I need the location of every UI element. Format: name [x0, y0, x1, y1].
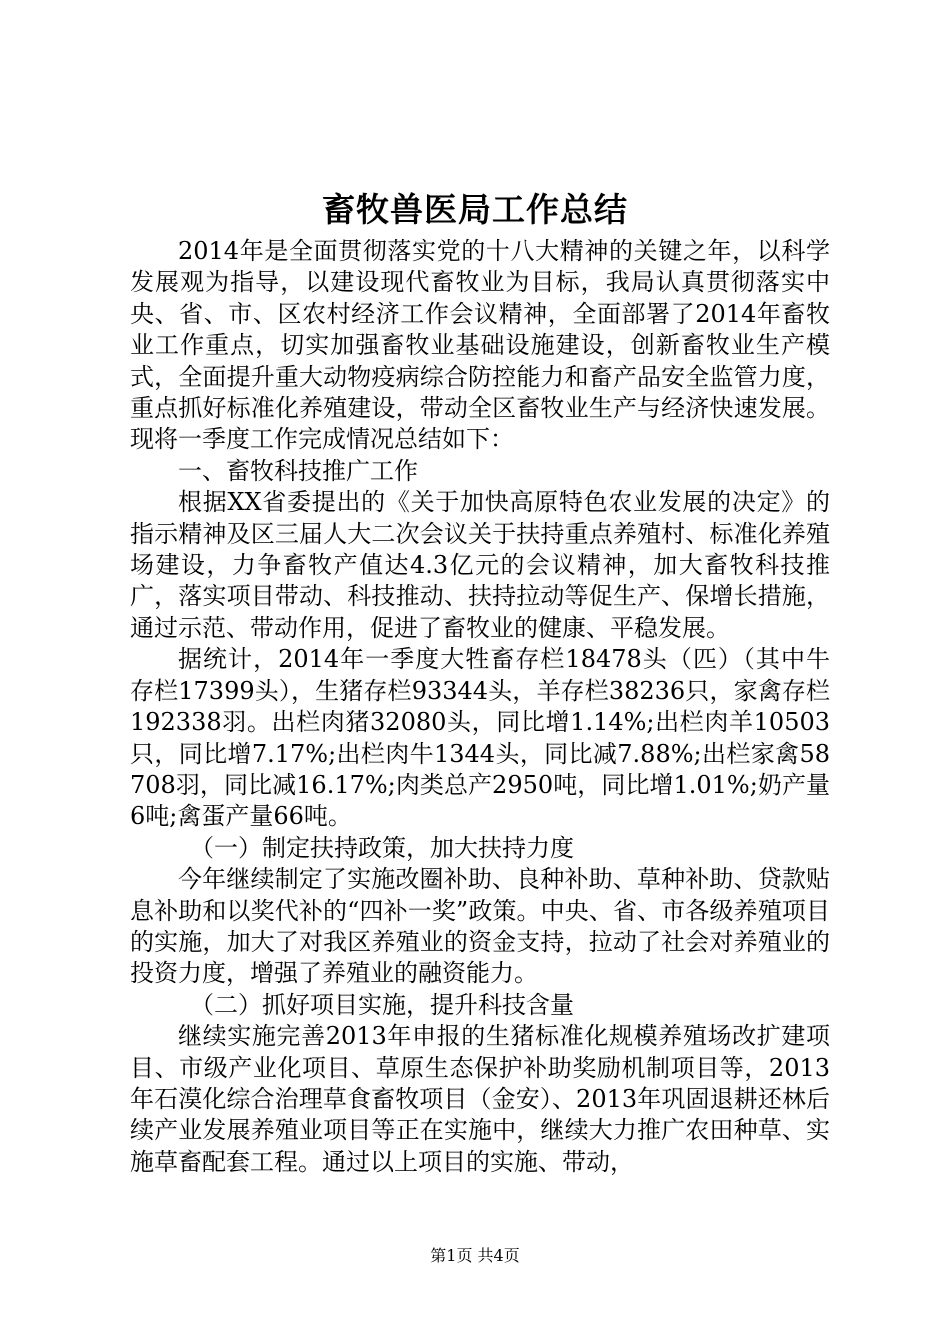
subsection-heading-2: （二）抓好项目实施，提升科技含量 [190, 990, 574, 1019]
paragraph-projects: 继续实施完善2013年申报的生猪标准化规模养殖场改扩建项目、市级产业化项目、草原生态保护补助奖励机制项目等，2013年石漠化综合治理草食畜牧项目（金安）、2013年巩固退耕还林后续产业发展养殖业项目等正在实施中，继续大力推广农田种草、实施草畜配套工程。通过以上项目的实施、带动， [130, 1022, 830, 1176]
paragraph-policy: 根据XX省委提出的《关于加快高原特色农业发展的决定》的指示精神及区三届人大二次会议关于扶持重点养殖村、标准化养殖场建设，力争畜牧产值达4.3亿元的会议精神，加大畜牧科技推广，落实项目带动、科技推动、扶持拉动等促生产、保增长措施，通过示范、带动作用，促进了畜牧业的健康、平稳发展。 [130, 488, 830, 642]
subsection-heading-1: （一）制定扶持政策，加大扶持力度 [190, 833, 574, 862]
paragraph-statistics: 据统计，2014年一季度大牲畜存栏18478头（匹）（其中牛存栏17399头），生猪存栏93344头，羊存栏38236只，家禽存栏192338羽。出栏肉猪32080头，同比增1.14%;出栏肉羊10503只，同比增7.17%;出栏肉牛1344头，同比减7.88%;出栏家禽58708羽，同比减16.17%;肉类总产2950吨，同比增1.01%;奶产量6吨;禽蛋产量66吨。 [130, 645, 830, 831]
paragraph-intro: 2014年是全面贯彻落实党的十八大精神的关键之年，以科学发展观为指导，以建设现代畜牧业为目标，我局认真贯彻落实中央、省、市、区农村经济工作会议精神，全面部署了2014年畜牧业工作重点，切实加强畜牧业基础设施建设，创新畜牧业生产模式，全面提升重大动物疫病综合防控能力和畜产品安全监管力度，重点抓好标准化养殖建设，带动全区畜牧业生产与经济快速发展。现将一季度工作完成情况总结如下： [130, 237, 830, 454]
document-body [130, 236, 830, 1178]
document-title: 畜牧兽医局工作总结 [322, 190, 628, 229]
section-heading-1: 一、畜牧科技推广工作 [178, 456, 418, 485]
paragraph-subsidy: 今年继续制定了实施改圈补助、良种补助、草种补助、贷款贴息补助和以奖代补的“四补一奖”政策。中央、省、市各级养殖项目的实施，加大了对我区养殖业的资金支持，拉动了社会对养殖业的投资力度，增强了养殖业的融资能力。 [130, 865, 830, 988]
page-footer: 第1页 共4页 [430, 1246, 520, 1265]
